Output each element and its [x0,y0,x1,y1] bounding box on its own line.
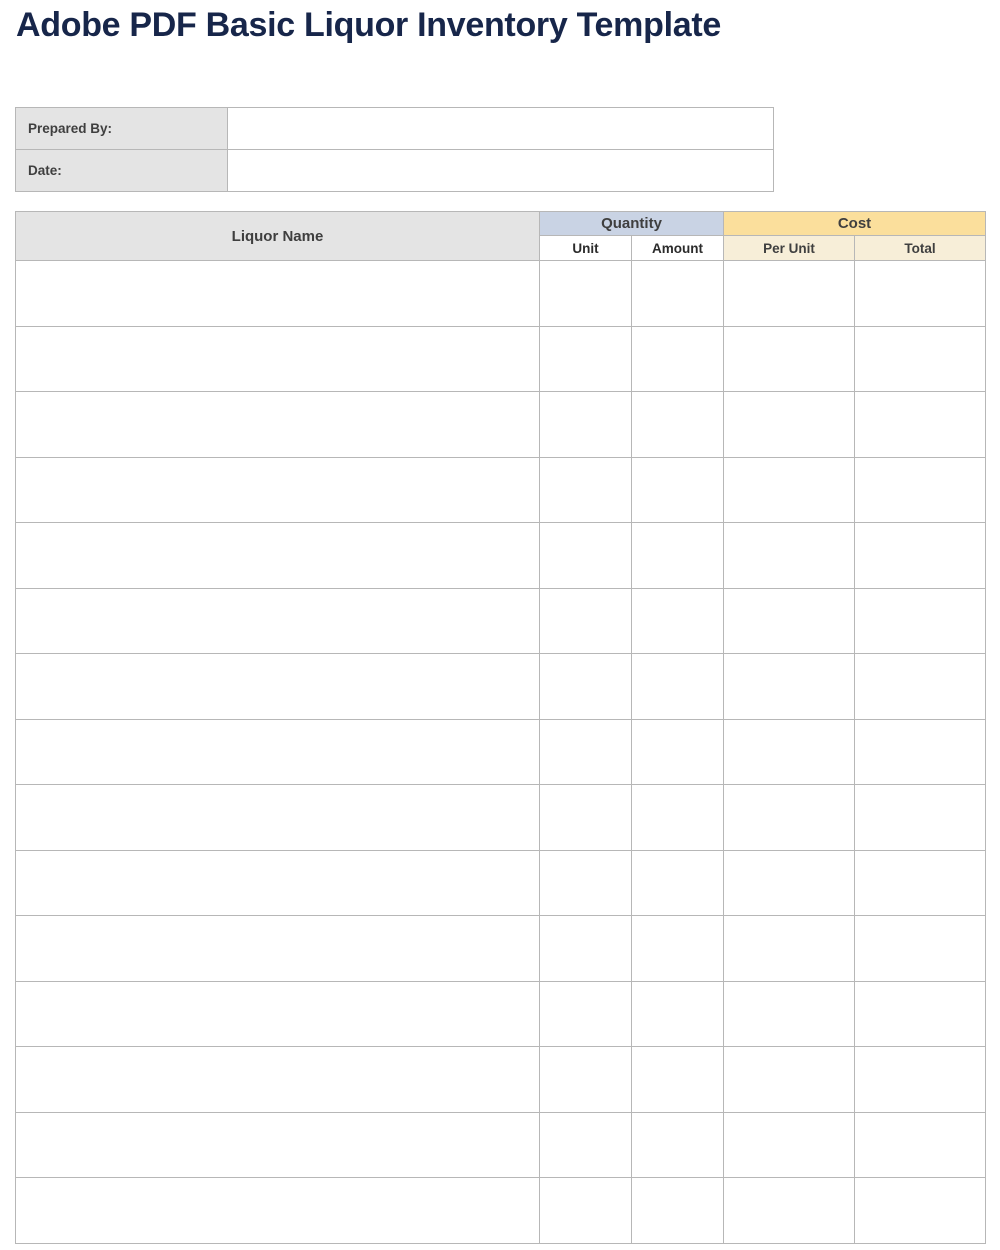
cell-total[interactable] [855,916,986,982]
cell-per-unit[interactable] [724,981,855,1047]
cell-total[interactable] [855,785,986,851]
cell-per-unit[interactable] [724,392,855,458]
cell-amount[interactable] [632,654,724,720]
column-group-header-quantity: Quantity [540,212,724,236]
cell-unit[interactable] [540,392,632,458]
table-header-group-row [16,212,986,236]
cell-total[interactable] [855,261,986,327]
table-body [16,261,986,1244]
cell-total[interactable] [855,981,986,1047]
column-header-per-unit: Per Unit [724,236,855,261]
cell-total[interactable] [855,392,986,458]
cell-unit[interactable] [540,523,632,589]
cell-amount[interactable] [632,392,724,458]
cell-unit[interactable] [540,457,632,523]
cell-total[interactable] [855,457,986,523]
page-title: Adobe PDF Basic Liquor Inventory Template [16,6,721,44]
cell-amount[interactable] [632,981,724,1047]
prepared-by-field[interactable] [228,108,774,150]
cell-amount[interactable] [632,1047,724,1113]
cell-total[interactable] [855,850,986,916]
cell-amount[interactable] [632,261,724,327]
cell-per-unit[interactable] [724,326,855,392]
table-row [16,654,986,720]
cell-total[interactable] [855,588,986,654]
cell-total[interactable] [855,719,986,785]
date-label: Date: [16,150,228,192]
cell-amount[interactable] [632,523,724,589]
cell-total[interactable] [855,1047,986,1113]
cell-liquor-name[interactable] [16,785,540,851]
cell-liquor-name[interactable] [16,457,540,523]
cell-amount[interactable] [632,916,724,982]
cell-liquor-name[interactable] [16,588,540,654]
table-row [16,1112,986,1178]
table-row [16,719,986,785]
cell-liquor-name[interactable] [16,392,540,458]
cell-liquor-name[interactable] [16,916,540,982]
cell-total[interactable] [855,326,986,392]
column-group-header-cost: Cost [724,212,986,236]
cell-per-unit[interactable] [724,588,855,654]
cell-unit[interactable] [540,1178,632,1244]
cell-per-unit[interactable] [724,523,855,589]
cell-amount[interactable] [632,1178,724,1244]
table-row [16,261,986,327]
cell-total[interactable] [855,1112,986,1178]
cell-per-unit[interactable] [724,1047,855,1113]
cell-total[interactable] [855,654,986,720]
cell-unit[interactable] [540,1047,632,1113]
cell-unit[interactable] [540,850,632,916]
cell-unit[interactable] [540,785,632,851]
cell-per-unit[interactable] [724,785,855,851]
cell-per-unit[interactable] [724,1178,855,1244]
column-header-total: Total [855,236,986,261]
table-row [16,850,986,916]
table-row [16,981,986,1047]
prepared-by-label: Prepared By: [16,108,228,150]
table-row [16,392,986,458]
cell-unit[interactable] [540,654,632,720]
cell-unit[interactable] [540,1112,632,1178]
cell-unit[interactable] [540,326,632,392]
cell-liquor-name[interactable] [16,261,540,327]
cell-liquor-name[interactable] [16,850,540,916]
cell-liquor-name[interactable] [16,326,540,392]
table-row [16,457,986,523]
cell-per-unit[interactable] [724,654,855,720]
table-row [16,1047,986,1113]
cell-unit[interactable] [540,588,632,654]
prepared-by-date-table [15,107,774,192]
cell-unit[interactable] [540,916,632,982]
table-row [16,916,986,982]
cell-amount[interactable] [632,326,724,392]
cell-liquor-name[interactable] [16,981,540,1047]
cell-liquor-name[interactable] [16,719,540,785]
cell-total[interactable] [855,523,986,589]
cell-unit[interactable] [540,261,632,327]
column-header-amount: Amount [632,236,724,261]
cell-total[interactable] [855,1178,986,1244]
column-header-liquor-name: Liquor Name [16,212,540,261]
cell-per-unit[interactable] [724,916,855,982]
cell-per-unit[interactable] [724,850,855,916]
table-row [16,588,986,654]
cell-per-unit[interactable] [724,261,855,327]
cell-amount[interactable] [632,785,724,851]
table-row [16,523,986,589]
cell-amount[interactable] [632,457,724,523]
meta-row-prepared-by [16,108,774,150]
table-row [16,1178,986,1244]
cell-amount[interactable] [632,1112,724,1178]
cell-liquor-name[interactable] [16,654,540,720]
column-header-unit: Unit [540,236,632,261]
table-row [16,785,986,851]
table-row [16,326,986,392]
cell-amount[interactable] [632,850,724,916]
cell-per-unit[interactable] [724,457,855,523]
meta-row-date [16,150,774,192]
cell-amount[interactable] [632,719,724,785]
cell-liquor-name[interactable] [16,1112,540,1178]
date-field[interactable] [228,150,774,192]
cell-liquor-name[interactable] [16,523,540,589]
liquor-inventory-table [15,211,986,1244]
cell-per-unit[interactable] [724,719,855,785]
cell-liquor-name[interactable] [16,1047,540,1113]
cell-unit[interactable] [540,719,632,785]
cell-unit[interactable] [540,981,632,1047]
table-header [16,212,986,261]
cell-per-unit[interactable] [724,1112,855,1178]
cell-liquor-name[interactable] [16,1178,540,1244]
cell-amount[interactable] [632,588,724,654]
